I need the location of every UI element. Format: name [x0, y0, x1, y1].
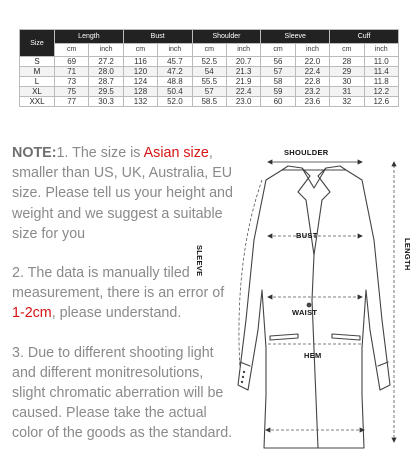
note-label: NOTE: — [12, 145, 57, 161]
length-label: LENGTH — [403, 238, 412, 271]
measurement-cell: 28 — [330, 57, 364, 67]
note-2-text-a: 2. The data is manually tiled measurement, there is an error of — [12, 265, 225, 302]
table-row — [20, 57, 399, 67]
measurement-cell: 56 — [261, 57, 295, 67]
size-column-header: Size — [20, 30, 55, 57]
unit-header: cm — [192, 44, 226, 57]
group-header: Length — [55, 30, 124, 44]
measurement-cell: 57 — [192, 87, 226, 97]
measurement-cell: 11.0 — [364, 57, 398, 67]
unit-header: cm — [261, 44, 295, 57]
measurement-cell: 22.0 — [295, 57, 329, 67]
note-1-highlight: Asian size — [143, 145, 209, 161]
measurement-cell: 12.6 — [364, 97, 398, 107]
unit-header: inch — [158, 44, 192, 57]
unit-header: inch — [89, 44, 123, 57]
unit-header: cm — [123, 44, 157, 57]
table-row — [20, 67, 399, 77]
measurement-cell: 124 — [123, 77, 157, 87]
measurement-cell: 128 — [123, 87, 157, 97]
note-1-text-b: , smaller than US, UK, Australia, EU size. Please tell us your height and weight and we suggest a suitable size for you — [12, 145, 233, 242]
measurement-cell: 57 — [261, 67, 295, 77]
measurement-cell: 29 — [330, 67, 364, 77]
measurement-cell: 59 — [261, 87, 295, 97]
blazer-measurement-diagram — [195, 140, 416, 460]
measurement-cell: 45.7 — [158, 57, 192, 67]
measurement-cell: 31 — [330, 87, 364, 97]
measurement-cell: 29.5 — [89, 87, 123, 97]
measurement-cell: 52.0 — [158, 97, 192, 107]
measurement-cell: 77 — [55, 97, 89, 107]
measurement-cell: 27.2 — [89, 57, 123, 67]
measurement-cell: 50.4 — [158, 87, 192, 97]
unit-header: cm — [330, 44, 364, 57]
size-chart-table — [19, 29, 399, 107]
group-header: Sleeve — [261, 30, 330, 44]
unit-header: inch — [295, 44, 329, 57]
measurement-cell: 71 — [55, 67, 89, 77]
measurement-cell: 12.2 — [364, 87, 398, 97]
measurement-cell: 22.8 — [295, 77, 329, 87]
hem-label: HEM — [304, 351, 322, 360]
measurement-cell: 69 — [55, 57, 89, 67]
group-header: Bust — [123, 30, 192, 44]
measurement-cell: 48.8 — [158, 77, 192, 87]
measurement-cell: 52.5 — [192, 57, 226, 67]
measurement-cell: 73 — [55, 77, 89, 87]
measurement-cell: 22.4 — [295, 67, 329, 77]
waist-label: WAIST — [292, 308, 318, 317]
measurement-cell: 32 — [330, 97, 364, 107]
size-cell: XXL — [20, 97, 55, 107]
measurement-cell: 23.0 — [226, 97, 260, 107]
measurement-cell: 28.0 — [89, 67, 123, 77]
size-cell: S — [20, 57, 55, 67]
measurement-cell: 58.5 — [192, 97, 226, 107]
measurement-cell: 75 — [55, 87, 89, 97]
measurement-cell: 22.4 — [226, 87, 260, 97]
size-table-body — [20, 57, 399, 107]
measurement-cell: 60 — [261, 97, 295, 107]
measurement-cell: 23.2 — [295, 87, 329, 97]
unit-header: inch — [226, 44, 260, 57]
size-cell: XL — [20, 87, 55, 97]
table-row — [20, 87, 399, 97]
note-1 — [12, 143, 237, 244]
unit-header: cm — [55, 44, 89, 57]
measurement-cell: 11.8 — [364, 77, 398, 87]
table-row — [20, 97, 399, 107]
blazer-illustration — [206, 140, 416, 460]
measurement-cell: 30 — [330, 77, 364, 87]
group-header: Shoulder — [192, 30, 261, 44]
measurement-cell: 120 — [123, 67, 157, 77]
measurement-cell: 58 — [261, 77, 295, 87]
measurement-cell: 21.9 — [226, 77, 260, 87]
measurement-cell: 30.3 — [89, 97, 123, 107]
bust-label: BUST — [296, 231, 318, 240]
size-cell: M — [20, 67, 55, 77]
size-cell: L — [20, 77, 55, 87]
note-3: 3. Due to different shooting light and different monitresolutions, slight chromatic aberration will be caused. Please take the actual color of the goods as the standard. — [12, 344, 233, 442]
measurement-cell: 132 — [123, 97, 157, 107]
measurement-cell: 20.7 — [226, 57, 260, 67]
measurement-cell: 54 — [192, 67, 226, 77]
note-2-text-b: , please understand. — [51, 305, 182, 322]
measurement-cell: 47.2 — [158, 67, 192, 77]
measurement-cell: 11.4 — [364, 67, 398, 77]
unit-header: inch — [364, 44, 398, 57]
shoulder-label: SHOULDER — [284, 148, 329, 157]
measurement-cell: 55.5 — [192, 77, 226, 87]
measurement-cell: 116 — [123, 57, 157, 67]
measurement-cell: 21.3 — [226, 67, 260, 77]
table-row — [20, 77, 399, 87]
note-2-highlight: 1-2cm — [12, 305, 52, 322]
notes-section — [12, 143, 237, 444]
measurement-cell: 28.7 — [89, 77, 123, 87]
sleeve-label: SLEEVE — [195, 245, 204, 277]
measurement-cell: 23.6 — [295, 97, 329, 107]
group-header: Cuff — [330, 30, 399, 44]
note-1-text-a: 1. The size is — [56, 145, 144, 161]
